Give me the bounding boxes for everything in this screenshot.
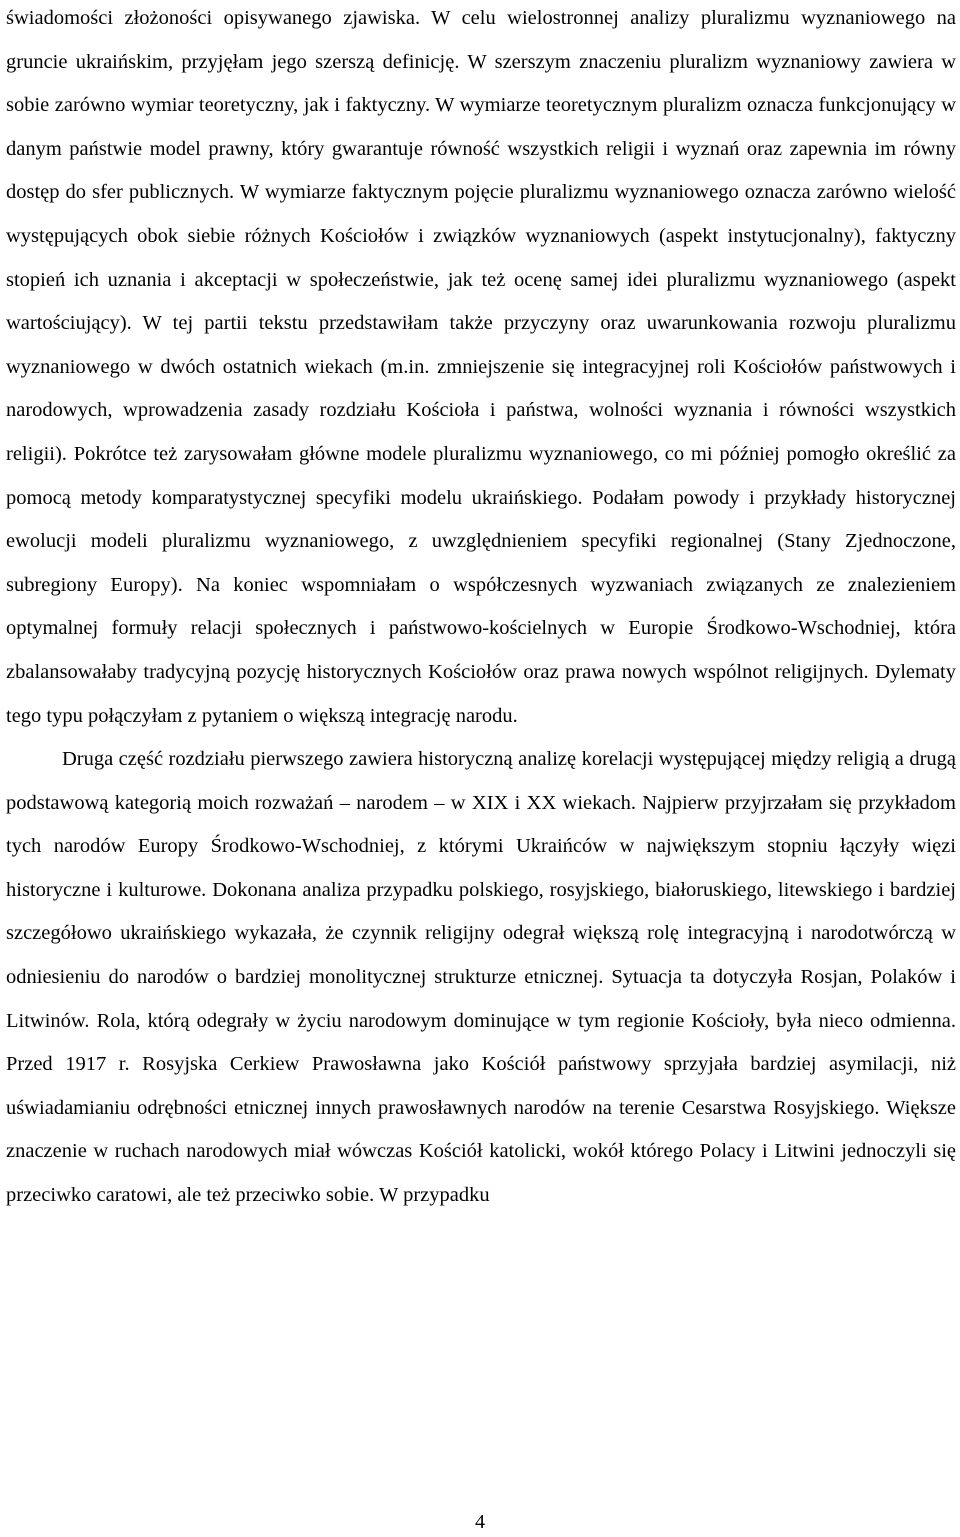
document-page (6, 0, 956, 1218)
paragraph-continued: świadomości złożoności opisywanego zjawiska. W celu wielostronnej analizy pluralizmu wyznaniowego na gruncie ukraińskim, przyjęłam jego szerszą definicję. W szerszym znaczeniu pluralizm wyznaniowy zawiera w sobie zarówno wymiar teoretyczny, jak i faktyczny. W wymiarze teoretycznym pluralizm oznacza funkcjonujący w danym państwie model prawny, który gwarantuje równość wszystkich religii i wyznań oraz zapewnia im równy dostęp do sfer publicznych. W wymiarze faktycznym pojęcie pluralizmu wyznaniowego oznacza zarówno wielość występujących obok siebie różnych Kościołów i związków wyznaniowych (aspekt instytucjonalny), faktyczny stopień ich uznania i akceptacji w społeczeństwie, jak też ocenę samej idei pluralizmu wyznaniowego (aspekt wartościujący). W tej partii tekstu przedstawiłam także przyczyny oraz uwarunkowania rozwoju pluralizmu wyznaniowego w dwóch ostatnich wiekach (m.in. zmniejszenie się integracyjnej roli Kościołów państwowych i narodowych, wprowadzenia zasady rozdziału Kościoła i państwa, wolności wyznania i równości wszystkich religii). Pokrótce też zarysowałam główne modele pluralizmu wyznaniowego, co mi później pomogło określić za pomocą metody komparatystycznej specyfiki modelu ukraińskiego. Podałam powody i przykłady historycznej ewolucji modeli pluralizmu wyznaniowego, z uwzględnieniem specyfiki regionalnej (Stany Zjednoczone, subregiony Europy). Na koniec wspomniałam o współczesnych wyzwaniach związanych ze znalezieniem optymalnej formuły relacji społecznych i państwowo-kościelnych w Europie Środkowo-Wschodniej, która zbalansowałaby tradycyjną pozycję historycznych Kościołów oraz prawa nowych wspólnot religijnych. Dylematy tego typu połączyłam z pytaniem o większą integrację narodu. (6, 7, 956, 727)
page-number: 4 (475, 1511, 485, 1533)
paragraph-second-part: Druga część rozdziału pierwszego zawiera historyczną analizę korelacji występującej między religią a drugą podstawową kategorią moich rozważań – narodem – w XIX i XX wiekach. Najpierw przyjrzałam się przykładom tych narodów Europy Środkowo-Wschodniej, z którymi Ukraińców w największym stopniu łączyły więzi historyczne i kulturowe. Dokonana analiza przypadku polskiego, rosyjskiego, białoruskiego, litewskiego i bardziej szczegółowo ukraińskiego wykazała, że czynnik religijny odegrał większą rolę integracyjną i narodotwórczą w odniesieniu do narodów o bardziej monolitycznej strukturze etnicznej. Sytuacja ta dotyczyła Rosjan, Polaków i Litwinów. Rola, którą odegrały w życiu narodowym dominujące w tym regionie Kościoły, była nieco odmienna. Przed 1917 r. Rosyjska Cerkiew Prawosławna jako Kościół państwowy sprzyjała bardziej asymilacji, niż uświadamianiu odrębności etnicznej innych prawosławnych narodów na terenie Cesarstwa Rosyjskiego. Większe znaczenie w ruchach narodowych miał wówczas Kościół katolicki, wokół którego Polacy i Litwini jednoczyli się przeciwko caratowi, ale też przeciwko sobie. W przypadku (6, 748, 956, 1207)
